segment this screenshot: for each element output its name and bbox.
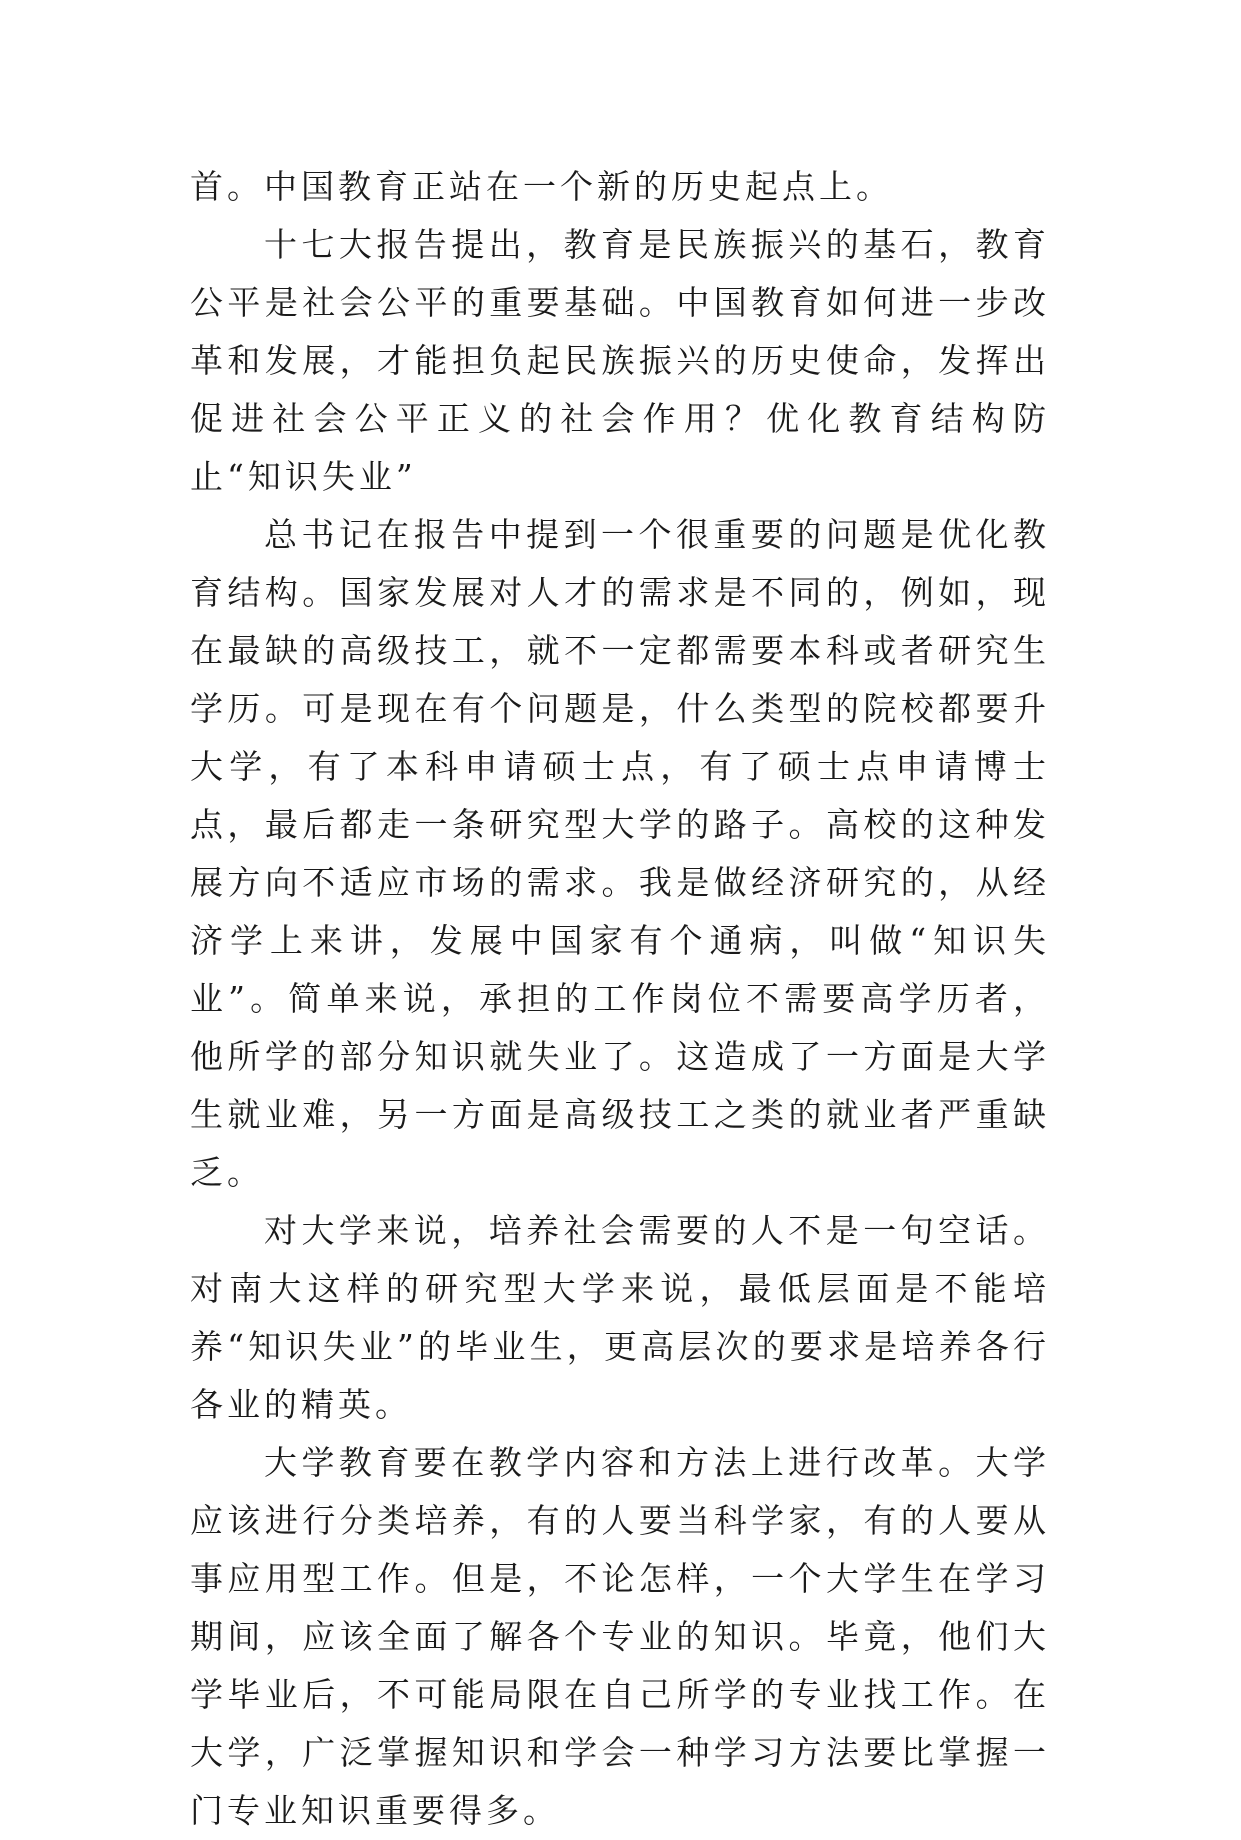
paragraph-continuation: 首。中国教育正站在一个新的历史起点上。 — [190, 167, 893, 206]
paragraph-university-training: 对大学来说，培养社会需要的人不是一句空话。对南大这样的研究型大学来说，最低层面是不能培养“知识失业”的毕业生，更高层次的要求是培养各行各业的精英。 — [190, 1211, 1050, 1424]
paragraph-report-proposal: 十七大报告提出，教育是民族振兴的基石，教育公平是社会公平的重要基础。中国教育如何进一步改革和发展，才能担负起民族振兴的历史使命，发挥出促进社会公平正义的社会作用？优化教育结构防止“知识失业” — [190, 225, 1050, 496]
paragraph-teaching-reform: 大学教育要在教学内容和方法上进行改革。大学应该进行分类培养，有的人要当科学家，有的人要从事应用型工作。但是，不论怎样，一个大学生在学习期间，应该全面了解各个专业的知识。毕竟，他们大学毕业后，不可能局限在自己所学的专业找工作。在大学，广泛掌握知识和学会一种学习方法要比掌握一门专业知识重要得多。 — [190, 1443, 1050, 1830]
body-text — [190, 158, 1050, 1840]
paragraph-education-structure: 总书记在报告中提到一个很重要的问题是优化教育结构。国家发展对人才的需求是不同的，例如，现在最缺的高级技工，就不一定都需要本科或者研究生学历。可是现在有个问题是，什么类型的院校都要升大学，有了本科申请硕士点，有了硕士点申请博士点，最后都走一条研究型大学的路子。高校的这种发展方向不适应市场的需求。我是做经济研究的，从经济学上来讲，发展中国家有个通病，叫做“知识失业”。简单来说，承担的工作岗位不需要高学历者，他所学的部分知识就失业了。这造成了一方面是大学生就业难，另一方面是高级技工之类的就业者严重缺乏。 — [190, 515, 1050, 1192]
